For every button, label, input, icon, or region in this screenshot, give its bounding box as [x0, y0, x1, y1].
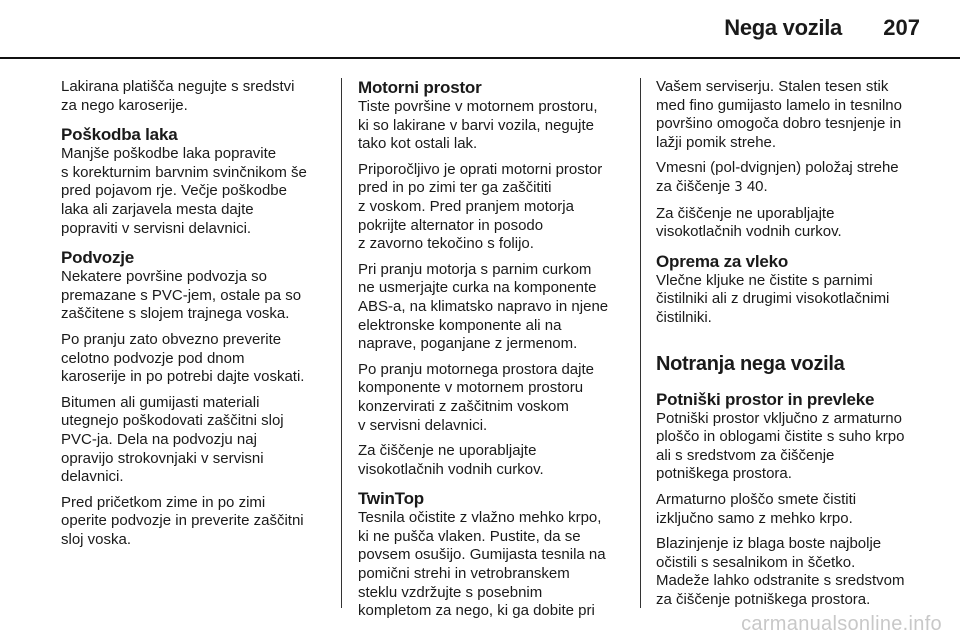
paragraph: Blazinjenje iz blaga boste najbolje očistili s sesalnikom in ščetko. Madeže lahko odstranite s sredstvom za čiščenje potniškega prostora.	[656, 535, 905, 608]
paragraph-text: Vmesni (pol-dvignjen) položaj strehe za čiščenje	[656, 159, 899, 195]
paragraph: Vlečne kljuke ne čistite s parnimi čistilniki ali z drugimi visokotlačnimi čistilniki.	[656, 271, 890, 326]
paragraph: Bitumen ali gumijasti materiali utegnejo poškodovati zaščitni sloj PVC-ja. Dela na podvozju naj opravijo strokovnjaki v servisni delavnici.	[61, 393, 284, 486]
paragraph: Nekatere površine podvozja so premazane s PVC-jem, ostale pa so zaščitene s slojem trajnega voska.	[61, 268, 302, 323]
paragraph: Manjše poškodbe laka popravite s korekturnim barvnim svinčnikom še pred pojavom rje. Večje poškodbe laka ali zarjavela mesta dajte popraviti v servisni delavnici.	[61, 145, 307, 237]
page-header	[0, 0, 960, 56]
paragraph: Lakirana platišča negujte s sredstvi za nego karoserije.	[61, 78, 295, 114]
paragraph: Vašem serviserju. Stalen tesen stik med fino gumijasto lamelo in tesnilno površino omogoča dobro tesnjenje in lažji pomik strehe.	[656, 78, 902, 151]
paragraph: Priporočljivo je oprati motorni prostor pred in po zimi ter ga zaščititi z voskom. Pred pranjem motorja pokrijte alternator in posodo z zavorno tekočino s folijo.	[358, 160, 603, 253]
paragraph	[656, 159, 952, 197]
column-divider	[640, 78, 641, 608]
heading-towing-equipment: Oprema za vleko	[656, 251, 789, 271]
heading-engine-compartment: Motorni prostor	[358, 78, 482, 97]
paragraph: Po pranju motornega prostora dajte komponente v motornem prostoru konzervirati z zaščitnim voskom v servisni delavnici.	[358, 360, 594, 434]
column-3	[656, 78, 952, 616]
heading-paint-damage: Poškodba laka	[61, 125, 178, 145]
paragraph: Tiste površine v motornem prostoru, ki so lakirane v barvi vozila, negujte tako kot ostali lak.	[358, 98, 598, 153]
heading-underbody: Podvozje	[61, 248, 135, 268]
page-reference-number: 40.	[742, 177, 768, 195]
heading-interior-care: Notranja nega vozila	[656, 352, 845, 375]
paragraph: Pri pranju motorja s parnim curkom ne usmerjajte curka na komponente ABS-a, na klimatsko napravo in njene elektronske komponente ali na naprave, poganjane z jermenom.	[358, 260, 609, 353]
watermark: carmanualsonline.info	[741, 613, 942, 635]
page-number: 207	[883, 15, 920, 40]
paragraph: Tesnila očistite z vlažno mehko krpo, ki ne pušča vlaken. Pustite, da se povsem osušijo. Gumijasta tesnila na pomični strehi in vetrobranskem steklu vzdržujte s posebnim kompletom za nego, ki ga dobite pri	[358, 509, 606, 620]
paragraph: Za čiščenje ne uporabljajte visokotlačnih vodnih curkov.	[358, 442, 544, 478]
paragraph: Potniški prostor vključno z armaturno ploščo in oblogami čistite s suho krpo ali s sredstvom za čiščenje potniškega prostora.	[656, 409, 905, 483]
page-reference-icon: 3	[734, 179, 743, 195]
paragraph: Po pranju zato obvezno preverite celotno podvozje pod dnom karoserije in po potrebi dajte voskati.	[61, 330, 305, 386]
paragraph: Za čiščenje ne uporabljajte visokotlačnih vodnih curkov.	[656, 204, 842, 241]
column-divider	[341, 78, 342, 608]
paragraph: Pred pričetkom zime in po zimi operite podvozje in preverite zaščitni sloj voska.	[61, 493, 304, 548]
column-2	[358, 78, 630, 628]
heading-passenger-compartment: Potniški prostor in prevleke	[656, 389, 875, 409]
header-rule	[0, 57, 960, 59]
column-1	[61, 78, 327, 556]
heading-twintop: TwinTop	[358, 489, 424, 509]
paragraph: Armaturno ploščo smete čistiti izključno samo z mehko krpo.	[656, 490, 857, 527]
page-title: Nega vozila	[724, 15, 842, 40]
